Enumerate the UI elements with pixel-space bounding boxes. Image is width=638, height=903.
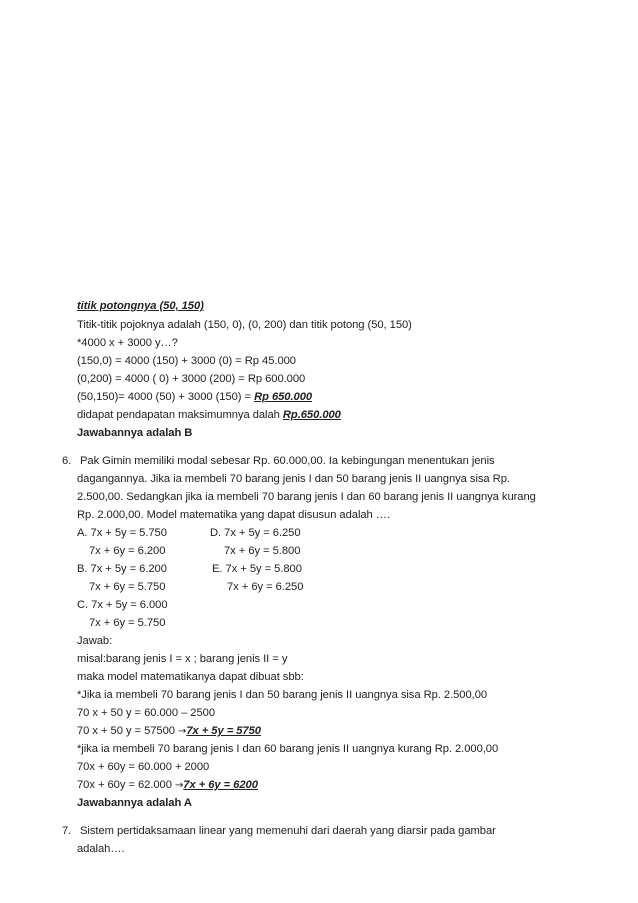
arrow-right-icon: →: [178, 726, 187, 737]
objective-function: *4000 x + 3000 y…?: [77, 337, 178, 349]
q6-maka: maka model matematikanya dapat dibuat sbb:: [77, 671, 304, 683]
q6-option-c-2: 7x + 6y = 5.750: [89, 617, 166, 629]
answer-b: Jawabannya adalah B: [77, 427, 193, 439]
q7-text-line-1: Sistem pertidaksamaan linear yang memenuhi dari daerah yang diarsir pada gambar: [80, 825, 496, 837]
q6-misal: misal:barang jenis I = x ; barang jenis II = y: [77, 653, 288, 665]
q6-eq-3: 70x + 60y = 60.000 + 2000: [77, 761, 210, 773]
q6-eq-4: [77, 776, 258, 795]
answer-a: Jawabannya adalah A: [77, 797, 192, 809]
q6-eq-1: 70 x + 50 y = 60.000 – 2500: [77, 707, 215, 719]
q6-eq-2-result: 7x + 5y = 5750: [186, 725, 261, 737]
titik-potong-heading: titik potongnya (50, 150): [77, 300, 204, 312]
q6-option-a-1: A. 7x + 5y = 5.750: [77, 527, 167, 539]
q6-option-c-1: C. 7x + 5y = 6.000: [77, 599, 168, 611]
q6-option-e-2: 7x + 6y = 6.250: [227, 581, 304, 593]
max-income-value: Rp.650.000: [282, 409, 341, 421]
q6-text-line-1: Pak Gimin memiliki modal sebesar Rp. 60.000,00. Ia kebingungan menentukan jenis: [80, 455, 495, 467]
q6-option-b-2: 7x + 6y = 5.750: [89, 581, 166, 593]
q6-option-a-2: 7x + 6y = 6.200: [89, 545, 166, 557]
evaluation-line-3-prefix: (50,150)= 4000 (50) + 3000 (150) =: [77, 391, 255, 403]
evaluation-line-3-value: Rp 650.000: [254, 391, 313, 403]
q6-text-line-3: 2.500,00. Sedangkan jika ia membeli 70 barang jenis I dan 60 barang jenis II uangnya kurang: [77, 491, 536, 503]
q6-option-d-1: D. 7x + 5y = 6.250: [210, 527, 301, 539]
max-income-line: [77, 406, 341, 424]
q7-text-line-2: adalah….: [77, 843, 125, 855]
arrow-right-icon: →: [174, 780, 184, 791]
evaluation-line-3: [77, 388, 312, 406]
q6-text-line-4: Rp. 2.000,00. Model matematika yang dapat disusun adalah ….: [77, 509, 390, 521]
q6-text-line-2: dagangannya. Jika ia membeli 70 barang jenis I dan 50 barang jenis II uangnya sisa Rp.: [77, 473, 510, 485]
titik-pojok-text: Titik-titik pojoknya adalah (150, 0), (0, 200) dan titik potong (50, 150): [77, 319, 412, 331]
q6-option-e-1: E. 7x + 5y = 5.800: [212, 563, 302, 575]
q6-eq-2: [77, 722, 261, 741]
q6-eq-4-result: 7x + 6y = 6200: [183, 779, 258, 791]
q6-jawab: Jawab:: [77, 635, 113, 647]
q7-number: 7.: [62, 825, 72, 837]
q6-option-d-2: 7x + 6y = 5.800: [224, 545, 301, 557]
q6-option-b-1: B. 7x + 5y = 6.200: [77, 563, 167, 575]
evaluation-line-1: (150,0) = 4000 (150) + 3000 (0) = Rp 45.000: [77, 355, 296, 367]
evaluation-line-2: (0,200) = 4000 ( 0) + 3000 (200) = Rp 600.000: [77, 373, 306, 385]
q6-number: 6.: [62, 455, 72, 467]
q6-eq-2-prefix: 70 x + 50 y = 57500: [77, 725, 179, 737]
max-income-prefix: didapat pendapatan maksimumnya dalah: [77, 409, 283, 421]
q6-jika-1: *Jika ia membeli 70 barang jenis I dan 50 barang jenis II uangnya sisa Rp. 2.500,00: [77, 689, 488, 701]
q6-eq-4-prefix: 70x + 60y = 62.000: [77, 779, 175, 791]
q6-jika-2: *jika ia membeli 70 barang jenis I dan 60 barang jenis II uangnya kurang Rp. 2.000,00: [77, 743, 499, 755]
